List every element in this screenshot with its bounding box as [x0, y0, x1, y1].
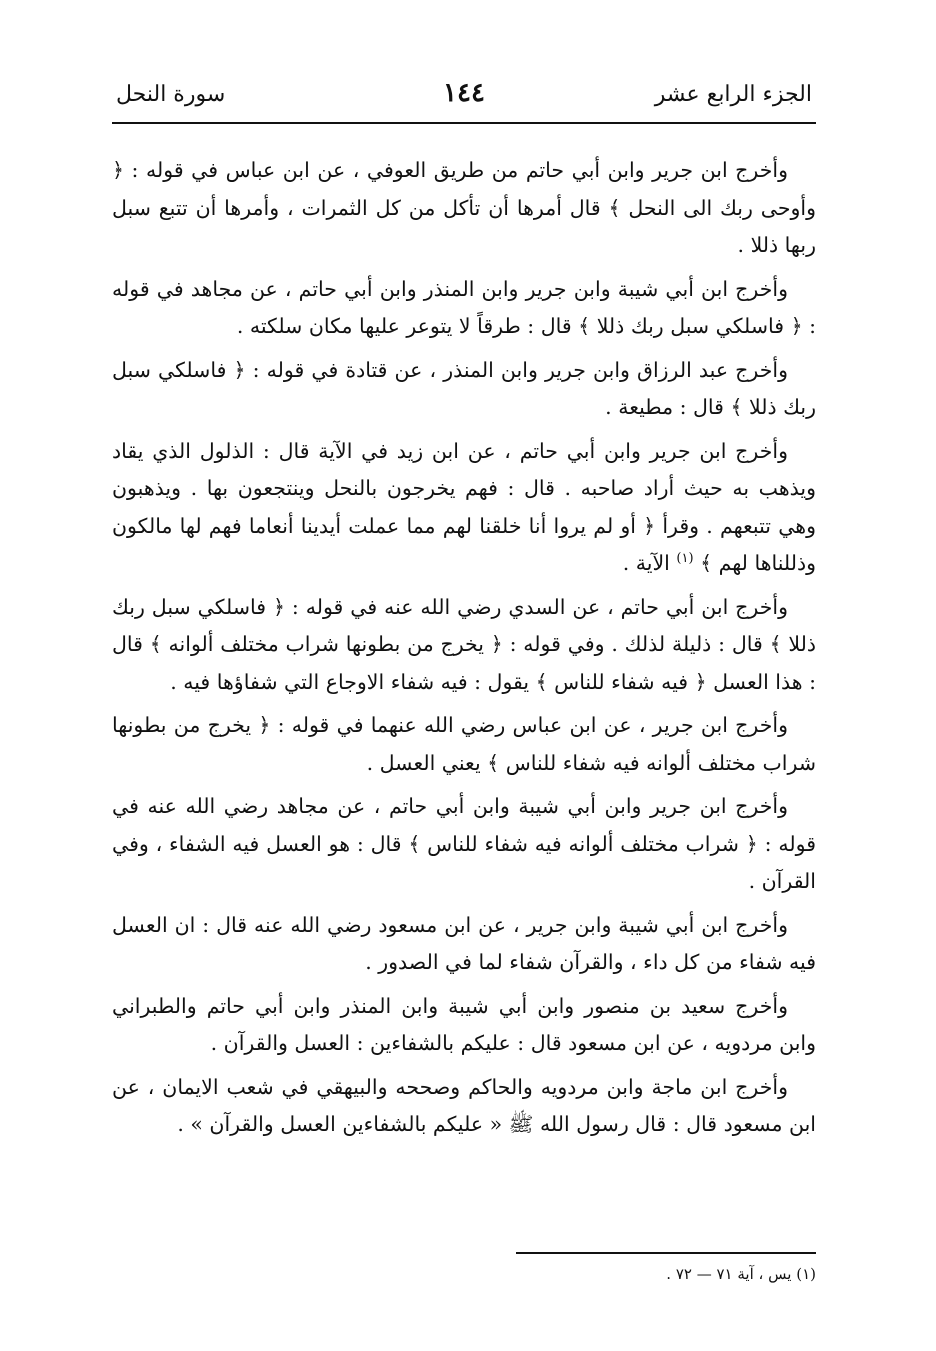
footnote: (١) يس ، آية ٧١ — ٧٢ . — [666, 1265, 816, 1283]
paragraph-2: وأخرج ابن أبي شيبة وابن جرير وابن المنذر وابن أبي حاتم ، عن مجاهد في قوله : ﴿ فاسلكي سبل ربك ذللا ﴾ قال : طرقاً لا يتوعر عليها مكان سلكته . — [112, 276, 816, 338]
paragraph-6: وأخرج ابن جرير ، عن ابن عباس رضي الله عنهما في قوله : ﴿ يخرج من بطونها شراب مختلف ألوانه فيه شفاء للناس ﴾ يعني العسل . — [112, 713, 816, 775]
paragraph-1: وأخرج ابن جرير وابن أبي حاتم من طريق العوفي ، عن ابن عباس في قوله : ﴿ وأوحى ربك الى النحل ﴾ قال أمرها أن تأكل من كل الثمرات ، وأمرها أن تتبع سبل ربها ذللا . — [112, 158, 816, 257]
surah-title: سورة النحل — [116, 82, 226, 107]
paragraph-4 — [112, 433, 816, 583]
paragraph-5: وأخرج ابن أبي حاتم ، عن السدي رضي الله عنه في قوله : ﴿ فاسلكي سبل ربك ذللا ﴾ قال : ذليلة لذلك . وفي قوله : ﴿ يخرج من بطونها شراب مختلف ألوانه ﴾ قال : هذا العسل ﴿ فيه شفاء للناس ﴾ يقول : فيه شفاء الاوجاع التي شفاؤها فيه . — [112, 594, 816, 694]
page-number: ١٤٤ — [443, 78, 485, 108]
paragraph-8: وأخرج ابن أبي شيبة وابن جرير ، عن ابن مسعود رضي الله عنه قال : ان العسل فيه شفاء من كل داء ، والقرآن شفاء لما في الصدور . — [112, 912, 816, 974]
footnote-marker: (١) — [676, 551, 694, 567]
paragraph-4-text: وأخرج ابن جرير وابن أبي حاتم ، عن ابن زيد في الآية قال : الذلول الذي يقاد ويذهب به حيث أراد صاحبه . قال : فهم يخرجون بالنحل وينتجعون بها . ويذهبون وهي تتبعهم . وقرأ ﴿ أو لم يروا أنا خلقنا لهم مما عملت أيدينا أنعاما فهم لها مالكون وذللناها لهم ﴾ — [112, 438, 816, 575]
paragraph-10: وأخرج ابن ماجة وابن مردويه والحاكم وصححه والبيهقي في شعب الايمان ، عن ابن مسعود قال : قال رسول الله ﷺ « عليكم بالشفاءين العسل والقرآن » . — [112, 1074, 816, 1136]
page-header — [112, 72, 816, 120]
paragraph-3: وأخرج عبد الرزاق وابن جرير وابن المنذر ، عن قتادة في قوله : ﴿ فاسلكي سبل ربك ذللا ﴾ قال : مطيعة . — [112, 357, 816, 419]
header-divider — [112, 122, 816, 124]
main-text — [112, 152, 816, 1150]
paragraph-4-tail: الآية . — [622, 551, 670, 575]
page — [112, 0, 816, 1351]
paragraph-7: وأخرج ابن جرير وابن أبي شيبة وابن أبي حاتم ، عن مجاهد رضي الله عنه في قوله : ﴿ شراب مختلف ألوانه فيه شفاء للناس ﴾ قال : هو العسل فيه الشفاء ، وفي القرآن . — [112, 794, 816, 893]
paragraph-9: وأخرج سعيد بن منصور وابن أبي شيبة وابن المنذر وابن أبي حاتم والطبراني وابن مردويه ، عن ابن مسعود قال : عليكم بالشفاءين : العسل والقرآن . — [112, 993, 816, 1055]
footnote-divider — [516, 1252, 816, 1254]
part-title: الجزء الرابع عشر — [654, 82, 812, 107]
